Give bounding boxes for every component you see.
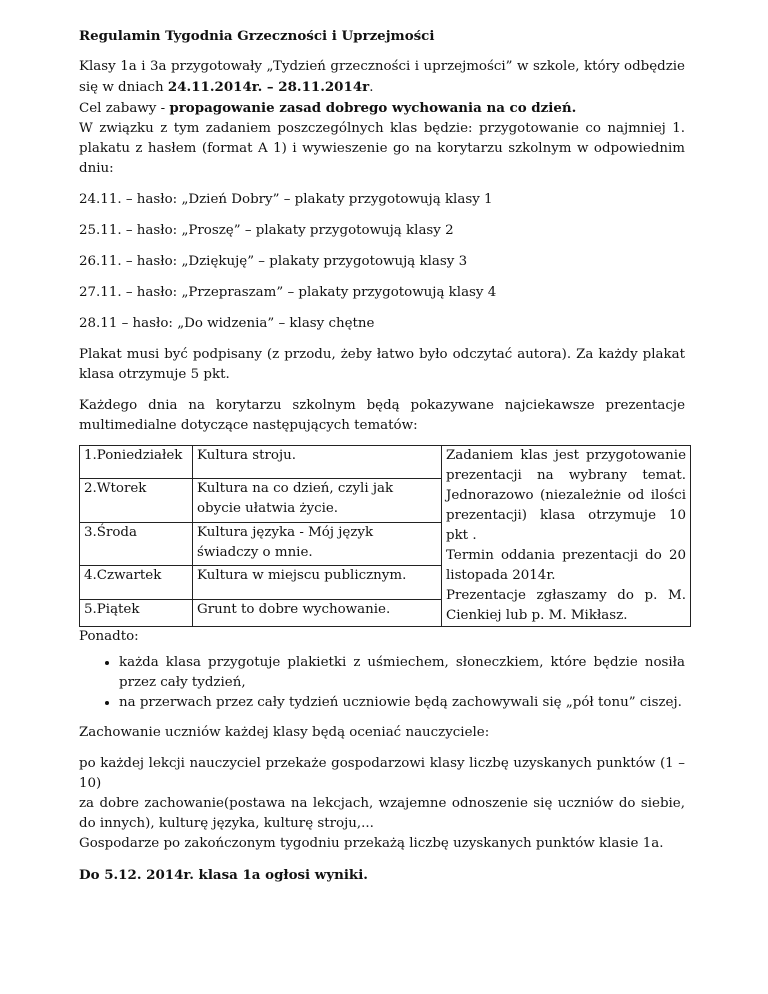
- intro-dates: 24.11.2014r. – 28.11.2014r: [167, 79, 370, 95]
- schedule-day: 1.Poniedziałek: [80, 446, 193, 479]
- intro-paragraph: [79, 57, 685, 98]
- schedule-topic: Kultura języka - Mój język świadczy o mnie.: [193, 522, 442, 565]
- day-line-5: 28.11 – hasło: „Do widzenia” – klasy chętne: [79, 316, 375, 331]
- assessment-intro: Zachowanie uczniów każdej klasy będą oceniać nauczyciele:: [79, 725, 490, 740]
- goal-text: propagowanie zasad dobrego wychowania na co dzień.: [169, 100, 577, 116]
- day-line-4: 27.11. – hasło: „Przepraszam” – plakaty przygotowują klasy 4: [79, 285, 497, 300]
- assessment-block: [79, 754, 685, 854]
- note-text-1: Zadaniem klas jest przygotowanie prezentacji na wybrany temat. Jednorazowo (niezależnie od ilości prezentacji) klasa otrzymuje 10 pkt .: [446, 448, 686, 543]
- task-paragraph: W związku z tym zadaniem poszczególnych klas będzie: przygotowanie co najmniej 1. plakatu z hasłem (format A 1) i wywieszenie go na korytarzu szkolnym w odpowiednim dniu:: [79, 121, 685, 176]
- table-row: [80, 446, 691, 479]
- intro-text: Klasy 1a i 3a przygotowały „Tydzień grzeczności i uprzejmości” w szkole, który odbędzie się w dniach: [79, 59, 685, 95]
- moreover-label: Ponadto:: [79, 629, 139, 644]
- list-item: • na przerwach przez cały tydzień uczniowie będą zachowywali się „pół tonu” ciszej.: [119, 693, 685, 713]
- day-line-3: 26.11. – hasło: „Dziękuję” – plakaty przygotowują klasy 3: [79, 254, 468, 269]
- schedule-day: 2.Wtorek: [80, 479, 193, 522]
- schedule-day: 5.Piątek: [80, 599, 193, 626]
- final-statement: Do 5.12. 2014r. klasa 1a ogłosi wyniki.: [79, 867, 368, 883]
- document-page: [79, 26, 685, 885]
- schedule-day: 4.Czwartek: [80, 566, 193, 599]
- schedule-day: 3.Środa: [80, 522, 193, 565]
- goal-paragraph: [79, 98, 685, 119]
- goal-label: Cel zabawy -: [79, 101, 170, 116]
- assessment-line-2: za dobre zachowanie(postawa na lekcjach, wzajemne odnoszenie się uczniów do siebie, do innych), kulturę języka, kulturę stroju,...: [79, 796, 685, 831]
- assessment-line-1: po każdej lekcji nauczyciel przekaże gospodarzowi klasy liczbę uzyskanych punktów (1 – 10): [79, 756, 685, 791]
- bullet-list: [79, 653, 685, 713]
- presentations-intro: Każdego dnia na korytarzu szkolnym będą pokazywane najciekawsze prezentacje multimedialne dotyczące następujących tematów:: [79, 398, 685, 433]
- note-text-3: Prezentacje zgłaszamy do p. M. Cienkiej lub p. M. Mikłasz.: [446, 588, 686, 623]
- list-item: • każda klasa przygotuje plakietki z uśmiechem, słoneczkiem, które będzie nosiła przez cały tydzień,: [119, 653, 685, 693]
- schedule-topic: Grunt to dobre wychowanie.: [193, 599, 442, 626]
- note-text-2: Termin oddania prezentacji do 20 listopada 2014r.: [446, 548, 686, 583]
- schedule-table: [79, 445, 691, 627]
- schedule-topic: Kultura na co dzień, czyli jak obycie ułatwia życie.: [193, 479, 442, 522]
- schedule-note: [442, 446, 691, 627]
- schedule-topic: Kultura w miejscu publicznym.: [193, 566, 442, 599]
- day-line-1: 24.11. – hasło: „Dzień Dobry” – plakaty przygotowują klasy 1: [79, 192, 493, 207]
- schedule-topic: Kultura stroju.: [193, 446, 442, 479]
- assessment-line-3: Gospodarze po zakończonym tygodniu przekażą liczbę uzyskanych punktów klasie 1a.: [79, 836, 664, 851]
- poster-rule: Plakat musi być podpisany (z przodu, żeby łatwo było odczytać autora). Za każdy plakat klasa otrzymuje 5 pkt.: [79, 347, 685, 382]
- day-line-2: 25.11. – hasło: „Proszę” – plakaty przygotowują klasy 2: [79, 223, 454, 238]
- document-title: Regulamin Tygodnia Grzeczności i Uprzejmości: [79, 28, 435, 44]
- intro-block: [79, 57, 685, 179]
- intro-dot: .: [369, 80, 374, 95]
